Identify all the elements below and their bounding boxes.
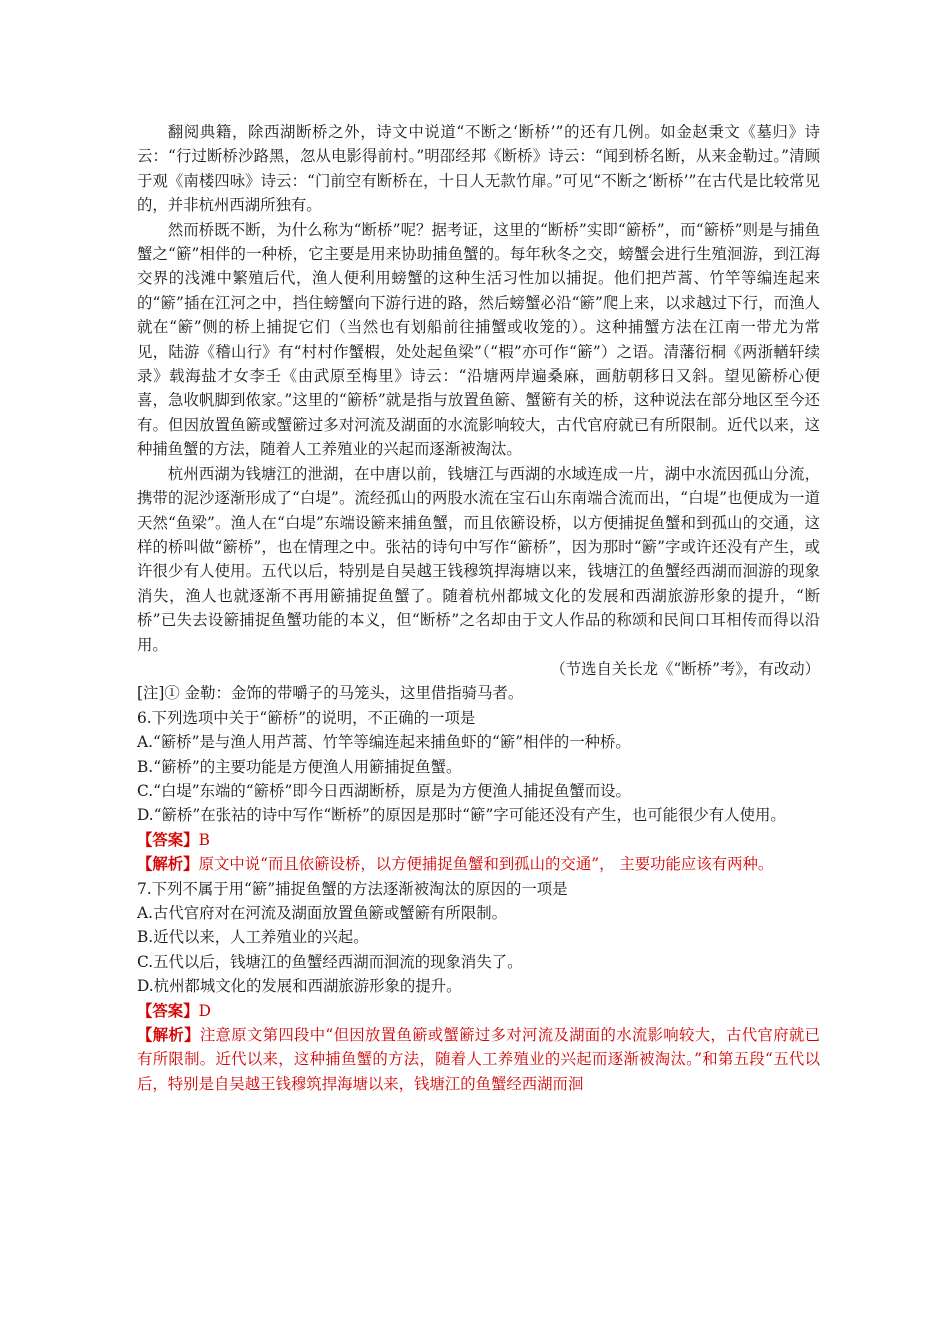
question-6-option-c: C.“白堤”东端的“簖桥”即今日西湖断桥，原是为方便渔人捕捉鱼蟹而设。 — [137, 781, 631, 800]
question-7-option-a: A.古代官府对在河流及湖面放置鱼簖或蟹簖有所限制。 — [137, 904, 507, 922]
annotation-note: [注]① 金勒：金饰的带嚼子的马笼头，这里借指骑马者。 — [137, 684, 524, 703]
passage-source: （节选自关长龙《“断桥”考》，有改动） — [550, 659, 820, 678]
question-7-option-d: D.杭州都城文化的发展和西湖旅游形象的提升。 — [137, 977, 462, 996]
explanation-text: 注意原文第四段中“但因放置鱼簖或蟹簖过多对河流及湖面的水流影响较大，古代官府就已有所限制。近代以来，这种捕鱼蟹的方法，随着人工养殖业的兴起而逐渐被淘汰。”和第五段“五代以后，特别是自吴越王钱穆筑捍海塘以来，钱塘江的鱼蟹经西湖而洄 — [137, 1026, 820, 1093]
question-7-explanation — [137, 1023, 820, 1096]
question-7-stem: 7.下列不属于用“簖”捕捉鱼蟹的方法逐渐被淘汰的原因的一项是 — [137, 879, 568, 898]
explanation-tag: 【解析】 — [137, 1026, 200, 1045]
question-7-option-b: B.近代以来，人工养殖业的兴起。 — [137, 928, 369, 947]
question-6-option-d: D.“簖桥”在张祜的诗中写作“断桥”的原因是那时“簖”字可能还没有产生，也可能很少有人使用。 — [137, 806, 786, 825]
answer-tag: 【答案】 — [137, 1001, 199, 1020]
passage-paragraph-3: 杭州西湖为钱塘江的泄湖，在中唐以前，钱塘江与西湖的水域连成一片，湖中水流因孤山分流，携带的泥沙逐渐形成了“白堤”。流经孤山的两股水流在宝石山东南端合流而出，“白堤”也便成为一道天然“鱼梁”。渔人在“白堤”东端设簖来捕鱼蟹，而且依簖设桥，以方便捕捉鱼蟹和到孤山的交通，这样的桥叫做“簖桥”，也在情理之中。张祜的诗句中写作“簖桥”，因为那时“簖”字或许还没有产生，或许很少有人使用。五代以后，特别是自吴越王钱穆筑捍海塘以来，钱塘江的鱼蟹经西湖而洄游的现象消失，渔人也就逐渐不再用簖捕捉鱼蟹了。随着杭州都城文化的发展和西湖旅游形象的提升，“断桥”已失去设簖捕捉鱼蟹功能的本义，但“断桥”之名却由于文人作品的称颂和民间口耳相传而得以沿用。 — [137, 464, 820, 654]
answer-value: B — [198, 830, 210, 849]
question-7-answer — [137, 999, 820, 1023]
question-6-option-a: A.“簖桥”是与渔人用芦蒿、竹竿等编连起来捕鱼虾的“簖”相伴的一种桥。 — [137, 733, 631, 752]
answer-tag: 【答案】 — [137, 830, 199, 849]
passage-paragraph-1: 翻阅典籍，除西湖断桥之外，诗文中说道“不断之‘断桥’”的还有几例。如金赵秉文《墓归》诗云：“行过断桥沙路黑，忽从电影得前村。”明邵经邦《断桥》诗云：“闻到桥名断，从来金勒过。”清顾于观《南楼四咏》诗云：“门前空有断桥在，十日人无款竹扉。”可见“不断之‘断桥’”在古代是比较常见的，并非杭州西湖所独有。 — [137, 123, 820, 215]
explanation-tag: 【解析】 — [137, 855, 199, 874]
explanation-text: 原文中说“而且依簖设桥，以方便捕捉鱼蟹和到孤山的交通”， 主要功能应该有两种。 — [198, 855, 774, 874]
passage-paragraph-2: 然而桥既不断，为什么称为“断桥”呢？据考证，这里的“断桥”实即“簖桥”，而“簖桥”则是与捕鱼蟹之“簖”相伴的一种桥，它主要是用来协助捕鱼蟹的。每年秋冬之交，螃蟹会进行生殖洄游，到江海交界的浅滩中繁殖后代，渔人便利用螃蟹的这种生活习性加以捕捉。他们把芦蒿、竹竿等编连起来的“簖”插在江河之中，挡住螃蟹向下游行进的路，然后螃蟹必沿“簖”爬上来，以求越过下行，而渔人就在“簖”侧的桥上捕捉它们（当然也有划船前往捕蟹或收笼的）。这种捕蟹方法在江南一带尤为常见，陆游《稽山行》有“村村作蟹椵，处处起鱼梁”（“椵”亦可作“簖”）之语。清藩衍桐《两浙輶轩续录》载海盐才女李壬《由武原至梅里》诗云：“沿塘两岸遍桑麻，画舫朝移日又斜。望见簖桥心便喜，急收帆脚到侬家。”这里的“簖桥”就是指与放置鱼簖、蟹簖有关的桥，这种说法在部分地区至今还有。但因放置鱼簖或蟹簖过多对河流及湖面的水流影响较大，古代官府就已有所限制。近代以来，这种捕鱼蟹的方法，随着人工养殖业的兴起而逐渐被淘汰。 — [137, 220, 820, 459]
question-6-stem: 6.下列选项中关于“簖桥”的说明，不正确的一项是 — [137, 708, 476, 727]
document-page — [137, 120, 820, 1096]
question-6-explanation — [137, 852, 820, 876]
answer-value: D — [198, 1001, 211, 1020]
question-6-answer — [137, 828, 820, 852]
question-7-option-c: C.五代以后，钱塘江的鱼蟹经西湖而洄流的现象消失了。 — [137, 952, 523, 971]
question-6-option-b: B.“簖桥”的主要功能是方便渔人用簖捕捉鱼蟹。 — [137, 757, 462, 776]
